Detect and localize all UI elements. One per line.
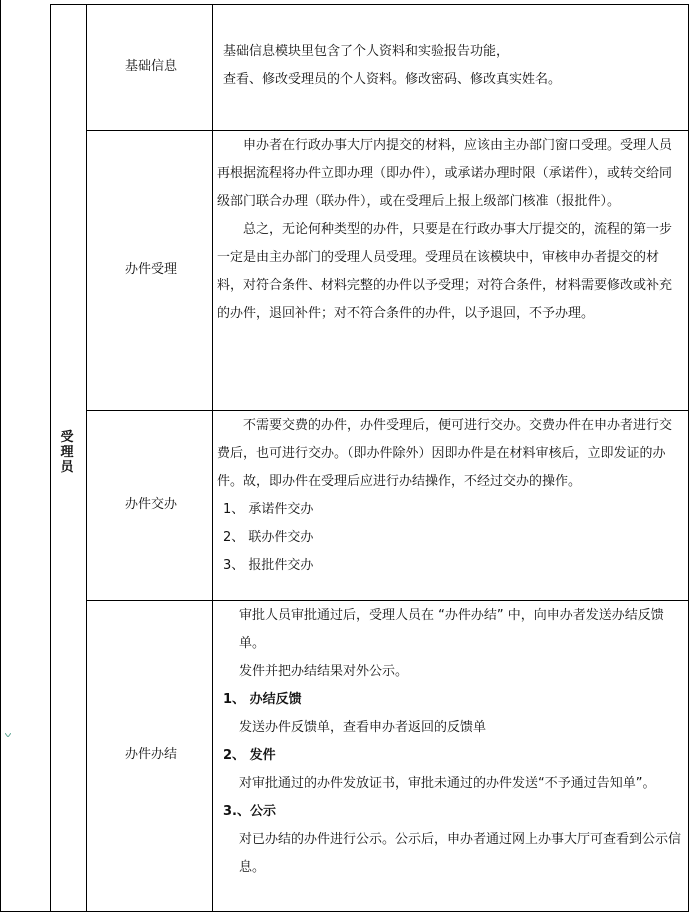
module-desc-acceptance <box>217 132 684 328</box>
list-item: 2、 联办件交办 <box>223 530 314 545</box>
role-label-text <box>58 430 76 475</box>
desc-paragraph: 不需要交费的办件，办件受理后，便可进行交办。交费办件在申办者进行交费后，也可进行交办。（即办件除外）因即办件是在材料审核后，立即发证的办件。故，即办件在受理后应进行办结操作，不经过交办的操作。 <box>217 418 673 489</box>
section-body: 对已办结的办件进行公示。公示后，申办者通过网上办事大厅可查看到公示信息。 <box>239 832 682 875</box>
row-divider-2 <box>86 410 689 411</box>
module-desc-basic-info <box>217 38 684 94</box>
section-body: 对审批通过的办件发放证书，审批未通过的办件发送“不予通过告知单”。 <box>239 776 656 791</box>
module-desc-assignment <box>217 412 684 580</box>
section-title: 2、 发件 <box>223 748 276 763</box>
section-title: 3.、公示 <box>223 804 276 819</box>
table-border-role-left <box>50 4 51 912</box>
table-border-bottom <box>0 911 689 912</box>
section-body: 发送办件反馈单，查看申办者返回的反馈单 <box>239 720 487 735</box>
role-label-char: 员 <box>60 460 74 475</box>
module-name-acceptance: 办件受理 <box>124 262 177 277</box>
module-desc-completion <box>217 602 684 882</box>
margin-mark-icon <box>5 733 11 737</box>
section-title: 1、 办结反馈 <box>223 692 302 707</box>
table-border-top <box>50 4 689 5</box>
desc-line: 基础信息模块里包含了个人资料和实验报告功能， <box>223 44 510 59</box>
desc-line: 查看、修改受理员的个人资料。修改密码、修改真实姓名。 <box>223 72 562 87</box>
desc-paragraph: 审批人员审批通过后，受理人员在 “办件办结” 中，向申办者发送办结反馈单。 <box>239 608 664 651</box>
desc-paragraph: 总之，无论何种类型的办件，只要是在行政办事大厅提交的，流程的第一步一定是由主办部门的受理人员受理。受理员在该模块中，审核申办者提交的材料，对符合条件、材料完整的办件以予受理；对符合条件，材料需要修改或补充的办件，退回补件；对不符合条件的办件，以予退回，不予办理。 <box>217 222 673 321</box>
role-label-char: 受 <box>60 430 74 445</box>
list-item: 3、 报批件交办 <box>223 558 314 573</box>
desc-paragraph: 申办者在行政办事大厅内提交的材料，应该由主办部门窗口受理。受理人员再根据流程将办件立即办理（即办件），或承诺办理时限（承诺件），或转交给同级部门联合办理（联办件），或在受理后上报上级部门核准（报批件）。 <box>217 138 673 209</box>
row-divider-1 <box>86 130 689 131</box>
role-label-char: 理 <box>60 445 74 460</box>
table-border-left <box>0 0 1 912</box>
row-divider-3 <box>86 600 689 601</box>
module-name-completion: 办件办结 <box>124 747 177 762</box>
role-label <box>58 430 76 475</box>
table-border-right <box>688 4 689 912</box>
desc-paragraph: 发件并把办结结果对外公示。 <box>239 664 409 679</box>
list-item: 1、 承诺件交办 <box>223 502 314 517</box>
module-name-assignment: 办件交办 <box>124 497 177 512</box>
table-border-content-left <box>212 4 213 912</box>
table-border-role-right <box>86 4 87 912</box>
module-name-basic-info: 基础信息 <box>124 59 177 74</box>
